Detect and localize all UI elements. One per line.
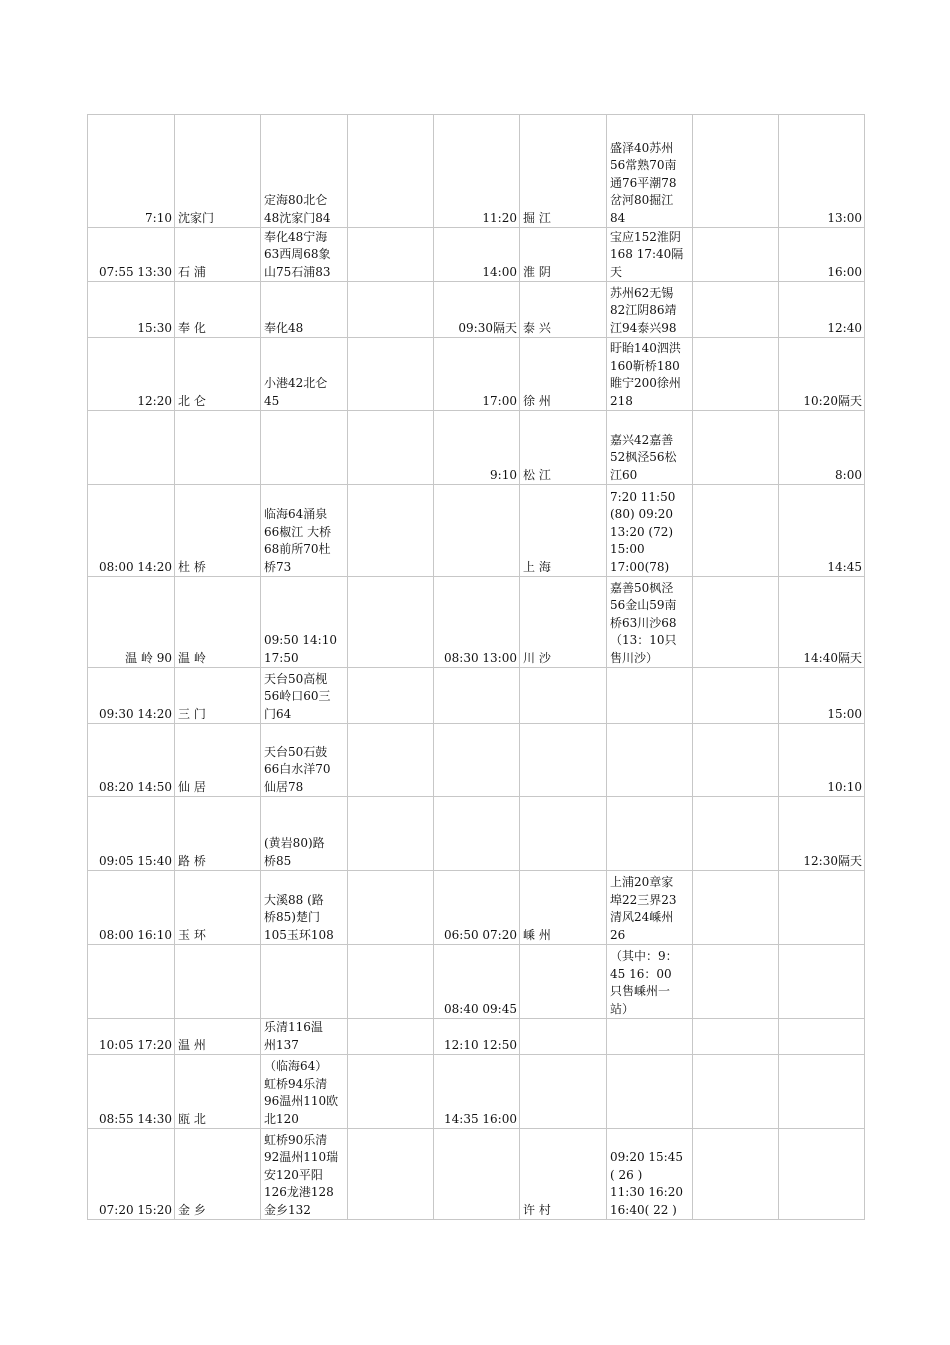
cell-destination: 温 岭 (175, 577, 261, 668)
cell-destination-2 (520, 724, 607, 797)
cell-blank-col (348, 797, 434, 871)
cell-departure-times-2: 14:00 (434, 228, 520, 282)
cell-route-stops-2 (607, 724, 693, 797)
cell-destination: 石 浦 (175, 228, 261, 282)
cell-blank-col-2 (693, 228, 779, 282)
cell-route-stops (261, 945, 348, 1019)
table-row (88, 485, 865, 577)
cell-arrival-time (779, 871, 865, 945)
cell-arrival-time (779, 1055, 865, 1129)
cell-arrival-time: 8:00 (779, 411, 865, 485)
cell-route-stops: 乐清116温 州137 (261, 1019, 348, 1055)
cell-blank-col-2 (693, 282, 779, 338)
cell-destination: 沈家门 (175, 115, 261, 228)
cell-blank-col-2 (693, 577, 779, 668)
cell-destination-2 (520, 1055, 607, 1129)
cell-destination: 路 桥 (175, 797, 261, 871)
cell-departure-times-2: 9:10 (434, 411, 520, 485)
cell-blank-col (348, 1129, 434, 1220)
cell-arrival-time: 16:00 (779, 228, 865, 282)
cell-departure-times: 08:00 14:20 (88, 485, 175, 577)
cell-blank-col-2 (693, 871, 779, 945)
cell-blank-col (348, 115, 434, 228)
cell-departure-times: 07:20 15:20 (88, 1129, 175, 1220)
cell-route-stops: 小港42北仑 45 (261, 338, 348, 411)
cell-blank-col-2 (693, 338, 779, 411)
cell-departure-times: 08:55 14:30 (88, 1055, 175, 1129)
cell-route-stops: 天台50高枧 56岭口60三 门64 (261, 668, 348, 724)
cell-departure-times: 15:30 (88, 282, 175, 338)
schedule-body (88, 115, 865, 1220)
cell-route-stops-2: （其中：9： 45 16：00 只售嵊州一 站） (607, 945, 693, 1019)
cell-destination: 温 州 (175, 1019, 261, 1055)
cell-departure-times-2: 11:20 (434, 115, 520, 228)
cell-arrival-time (779, 1129, 865, 1220)
cell-blank-col (348, 485, 434, 577)
cell-route-stops-2 (607, 668, 693, 724)
cell-route-stops: 临海64涌泉 66椒江 大桥 68前所70杜 桥73 (261, 485, 348, 577)
cell-destination (175, 945, 261, 1019)
cell-route-stops: 天台50石鼓 66白水洋70 仙居78 (261, 724, 348, 797)
cell-departure-times: 09:05 15:40 (88, 797, 175, 871)
cell-departure-times-2: 08:30 13:00 (434, 577, 520, 668)
cell-departure-times (88, 411, 175, 485)
cell-departure-times-2: 06:50 07:20 (434, 871, 520, 945)
cell-departure-times: 09:30 14:20 (88, 668, 175, 724)
table-row (88, 724, 865, 797)
cell-destination: 杜 桥 (175, 485, 261, 577)
table-row (88, 282, 865, 338)
cell-route-stops: 奉化48 (261, 282, 348, 338)
cell-departure-times-2: 17:00 (434, 338, 520, 411)
cell-departure-times-2 (434, 1129, 520, 1220)
cell-blank-col (348, 411, 434, 485)
cell-arrival-time: 12:40 (779, 282, 865, 338)
table-row (88, 228, 865, 282)
cell-blank-col (348, 945, 434, 1019)
cell-route-stops-2 (607, 797, 693, 871)
cell-arrival-time: 12:30隔天 (779, 797, 865, 871)
cell-departure-times-2: 14:35 16:00 (434, 1055, 520, 1129)
cell-departure-times: 7:10 (88, 115, 175, 228)
cell-departure-times-2: 09:30隔天 (434, 282, 520, 338)
cell-route-stops: 奉化48宁海 63西周68象 山75石浦83 (261, 228, 348, 282)
cell-destination-2: 川 沙 (520, 577, 607, 668)
cell-route-stops-2: 嘉兴42嘉善 52枫泾56松 江60 (607, 411, 693, 485)
cell-arrival-time: 10:20隔天 (779, 338, 865, 411)
cell-destination-2: 松 江 (520, 411, 607, 485)
table-row (88, 411, 865, 485)
cell-arrival-time: 14:40隔天 (779, 577, 865, 668)
cell-blank-col (348, 1055, 434, 1129)
cell-departure-times: 温 岭 90 (88, 577, 175, 668)
cell-route-stops: 定海80北仑 48沈家门84 (261, 115, 348, 228)
cell-blank-col-2 (693, 945, 779, 1019)
cell-route-stops: 09:50 14:10 17:50 (261, 577, 348, 668)
cell-destination-2: 泰 兴 (520, 282, 607, 338)
cell-blank-col-2 (693, 1129, 779, 1220)
table-row (88, 577, 865, 668)
cell-destination: 玉 环 (175, 871, 261, 945)
cell-departure-times-2 (434, 485, 520, 577)
cell-arrival-time (779, 1019, 865, 1055)
cell-arrival-time: 15:00 (779, 668, 865, 724)
cell-blank-col (348, 1019, 434, 1055)
cell-blank-col-2 (693, 668, 779, 724)
cell-departure-times-2 (434, 668, 520, 724)
cell-blank-col-2 (693, 724, 779, 797)
cell-destination-2: 嵊 州 (520, 871, 607, 945)
cell-departure-times: 08:00 16:10 (88, 871, 175, 945)
cell-arrival-time (779, 945, 865, 1019)
table-row (88, 945, 865, 1019)
table-row (88, 871, 865, 945)
cell-destination-2 (520, 797, 607, 871)
cell-departure-times: 12:20 (88, 338, 175, 411)
cell-route-stops-2 (607, 1055, 693, 1129)
cell-destination-2 (520, 945, 607, 1019)
cell-route-stops: （临海64） 虹桥94乐清 96温州110欧 北120 (261, 1055, 348, 1129)
cell-blank-col-2 (693, 1055, 779, 1129)
cell-route-stops: (黄岩80)路 桥85 (261, 797, 348, 871)
cell-destination-2: 淮 阴 (520, 228, 607, 282)
cell-departure-times: 10:05 17:20 (88, 1019, 175, 1055)
cell-route-stops: 大溪88 (路 桥85)楚门 105玉环108 (261, 871, 348, 945)
cell-route-stops-2: 苏州62无锡 82江阴86靖 江94泰兴98 (607, 282, 693, 338)
cell-destination: 奉 化 (175, 282, 261, 338)
cell-route-stops-2: 09:20 15:45 ( 26 ) 11:30 16:20 16:40( 22 ) (607, 1129, 693, 1220)
cell-destination-2 (520, 1019, 607, 1055)
cell-route-stops-2: 盛泽40苏州 56常熟70南 通76平潮78 岔河80掘江 84 (607, 115, 693, 228)
table-row (88, 668, 865, 724)
cell-blank-col (348, 228, 434, 282)
cell-blank-col-2 (693, 485, 779, 577)
cell-destination: 北 仑 (175, 338, 261, 411)
table-row (88, 115, 865, 228)
cell-route-stops: 虹桥90乐清 92温州110瑞 安120平阳 126龙港128 金乡132 (261, 1129, 348, 1220)
cell-destination: 金 乡 (175, 1129, 261, 1220)
cell-arrival-time: 10:10 (779, 724, 865, 797)
cell-destination-2 (520, 668, 607, 724)
cell-destination-2: 掘 江 (520, 115, 607, 228)
cell-blank-col (348, 724, 434, 797)
cell-blank-col-2 (693, 1019, 779, 1055)
cell-route-stops-2: 上浦20章家 埠22三界23 清风24嵊州 26 (607, 871, 693, 945)
cell-blank-col (348, 871, 434, 945)
cell-blank-col (348, 668, 434, 724)
cell-destination-2: 徐 州 (520, 338, 607, 411)
cell-departure-times-2 (434, 724, 520, 797)
cell-route-stops (261, 411, 348, 485)
cell-destination-2: 上 海 (520, 485, 607, 577)
table-row (88, 1019, 865, 1055)
table-row (88, 338, 865, 411)
table-row (88, 1055, 865, 1129)
cell-arrival-time: 14:45 (779, 485, 865, 577)
cell-departure-times-2: 12:10 12:50 (434, 1019, 520, 1055)
table-row (88, 1129, 865, 1220)
cell-departure-times: 08:20 14:50 (88, 724, 175, 797)
cell-destination: 三 门 (175, 668, 261, 724)
cell-destination-2: 许 村 (520, 1129, 607, 1220)
cell-route-stops-2: 宝应152淮阴 168 17:40隔 天 (607, 228, 693, 282)
cell-route-stops-2: 7:20 11:50 (80) 09:20 13:20 (72) 15:00 17:00(78) (607, 485, 693, 577)
table-row (88, 797, 865, 871)
cell-blank-col-2 (693, 797, 779, 871)
cell-departure-times (88, 945, 175, 1019)
cell-blank-col (348, 577, 434, 668)
cell-destination: 瓯 北 (175, 1055, 261, 1129)
cell-departure-times-2 (434, 797, 520, 871)
cell-blank-col-2 (693, 411, 779, 485)
cell-blank-col (348, 338, 434, 411)
cell-arrival-time: 13:00 (779, 115, 865, 228)
cell-route-stops-2 (607, 1019, 693, 1055)
cell-departure-times: 07:55 13:30 (88, 228, 175, 282)
cell-destination: 仙 居 (175, 724, 261, 797)
cell-route-stops-2: 嘉善50枫泾 56金山59南 桥63川沙68 （13：10只 售川沙） (607, 577, 693, 668)
schedule-table (87, 114, 865, 1220)
cell-destination (175, 411, 261, 485)
cell-blank-col-2 (693, 115, 779, 228)
cell-departure-times-2: 08:40 09:45 (434, 945, 520, 1019)
cell-blank-col (348, 282, 434, 338)
cell-route-stops-2: 盱眙140泗洪 160靳桥180 睢宁200徐州 218 (607, 338, 693, 411)
